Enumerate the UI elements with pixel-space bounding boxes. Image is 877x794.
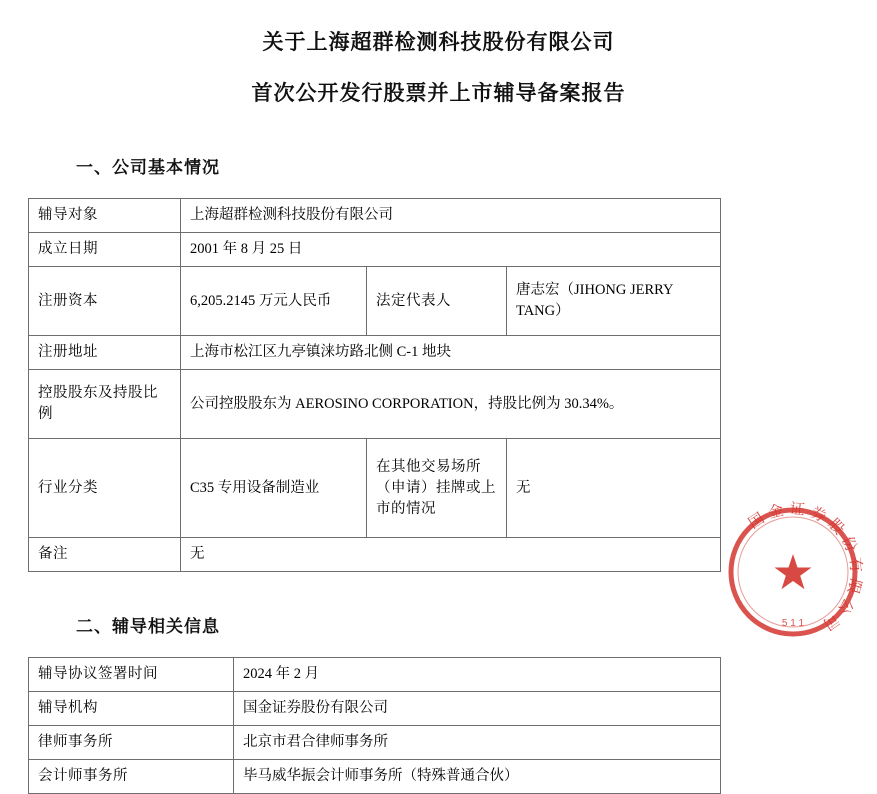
row-label: 控股股东及持股比例 <box>29 370 181 439</box>
table-row <box>29 439 721 538</box>
table-row <box>29 233 721 267</box>
guidance-info-table <box>28 657 721 794</box>
row-label-secondary: 法定代表人 <box>367 267 507 336</box>
table-row <box>29 370 721 439</box>
table-row <box>29 760 721 794</box>
row-label: 行业分类 <box>29 439 181 538</box>
row-label-secondary: 在其他交易场所（申请）挂牌或上市的情况 <box>367 439 507 538</box>
document-title-line-1: 关于上海超群检测科技股份有限公司 <box>262 31 615 54</box>
row-label: 注册资本 <box>29 267 181 336</box>
table-row <box>29 538 721 572</box>
row-value: 2001 年 8 月 25 日 <box>181 233 721 267</box>
row-label: 辅导对象 <box>29 199 181 233</box>
row-value: 上海超群检测科技股份有限公司 <box>181 199 721 233</box>
row-value-secondary: 无 <box>507 439 721 538</box>
row-value: C35 专用设备制造业 <box>181 439 367 538</box>
company-basic-info-table <box>28 198 721 572</box>
row-value-secondary: 唐志宏（JIHONG JERRY TANG） <box>507 267 721 336</box>
row-value: 上海市松江区九亭镇涞坊路北侧 C-1 地块 <box>181 336 721 370</box>
table-row <box>29 267 721 336</box>
row-label: 备注 <box>29 538 181 572</box>
row-value: 毕马威华振会计师事务所（特殊普通合伙） <box>234 760 721 794</box>
row-label: 辅导协议签署时间 <box>29 658 234 692</box>
row-value: 国金证券股份有限公司 <box>234 692 721 726</box>
table-row <box>29 658 721 692</box>
section-heading-guidance-info: 二、辅导相关信息 <box>76 617 220 637</box>
row-label: 成立日期 <box>29 233 181 267</box>
table-row <box>29 199 721 233</box>
table-row <box>29 726 721 760</box>
table-row <box>29 692 721 726</box>
svg-text:5 1 1: 5 1 1 <box>781 618 805 629</box>
row-value: 公司控股股东为 AEROSINO CORPORATION，持股比例为 30.34%。 <box>181 370 721 439</box>
row-label: 律师事务所 <box>29 726 234 760</box>
svg-text:国金证券股份有限公司: 国金证券股份有限公司 <box>745 500 865 636</box>
row-value: 6,205.2145 万元人民币 <box>181 267 367 336</box>
document-title-line-2: 首次公开发行股票并上市辅导备案报告 <box>251 82 626 105</box>
row-label: 注册地址 <box>29 336 181 370</box>
row-value: 2024 年 2 月 <box>234 658 721 692</box>
row-label: 会计师事务所 <box>29 760 234 794</box>
row-value: 北京市君合律师事务所 <box>234 726 721 760</box>
table-row <box>29 336 721 370</box>
section-heading-company-basics: 一、公司基本情况 <box>76 158 220 177</box>
row-value: 无 <box>181 538 721 572</box>
row-label: 辅导机构 <box>29 692 234 726</box>
